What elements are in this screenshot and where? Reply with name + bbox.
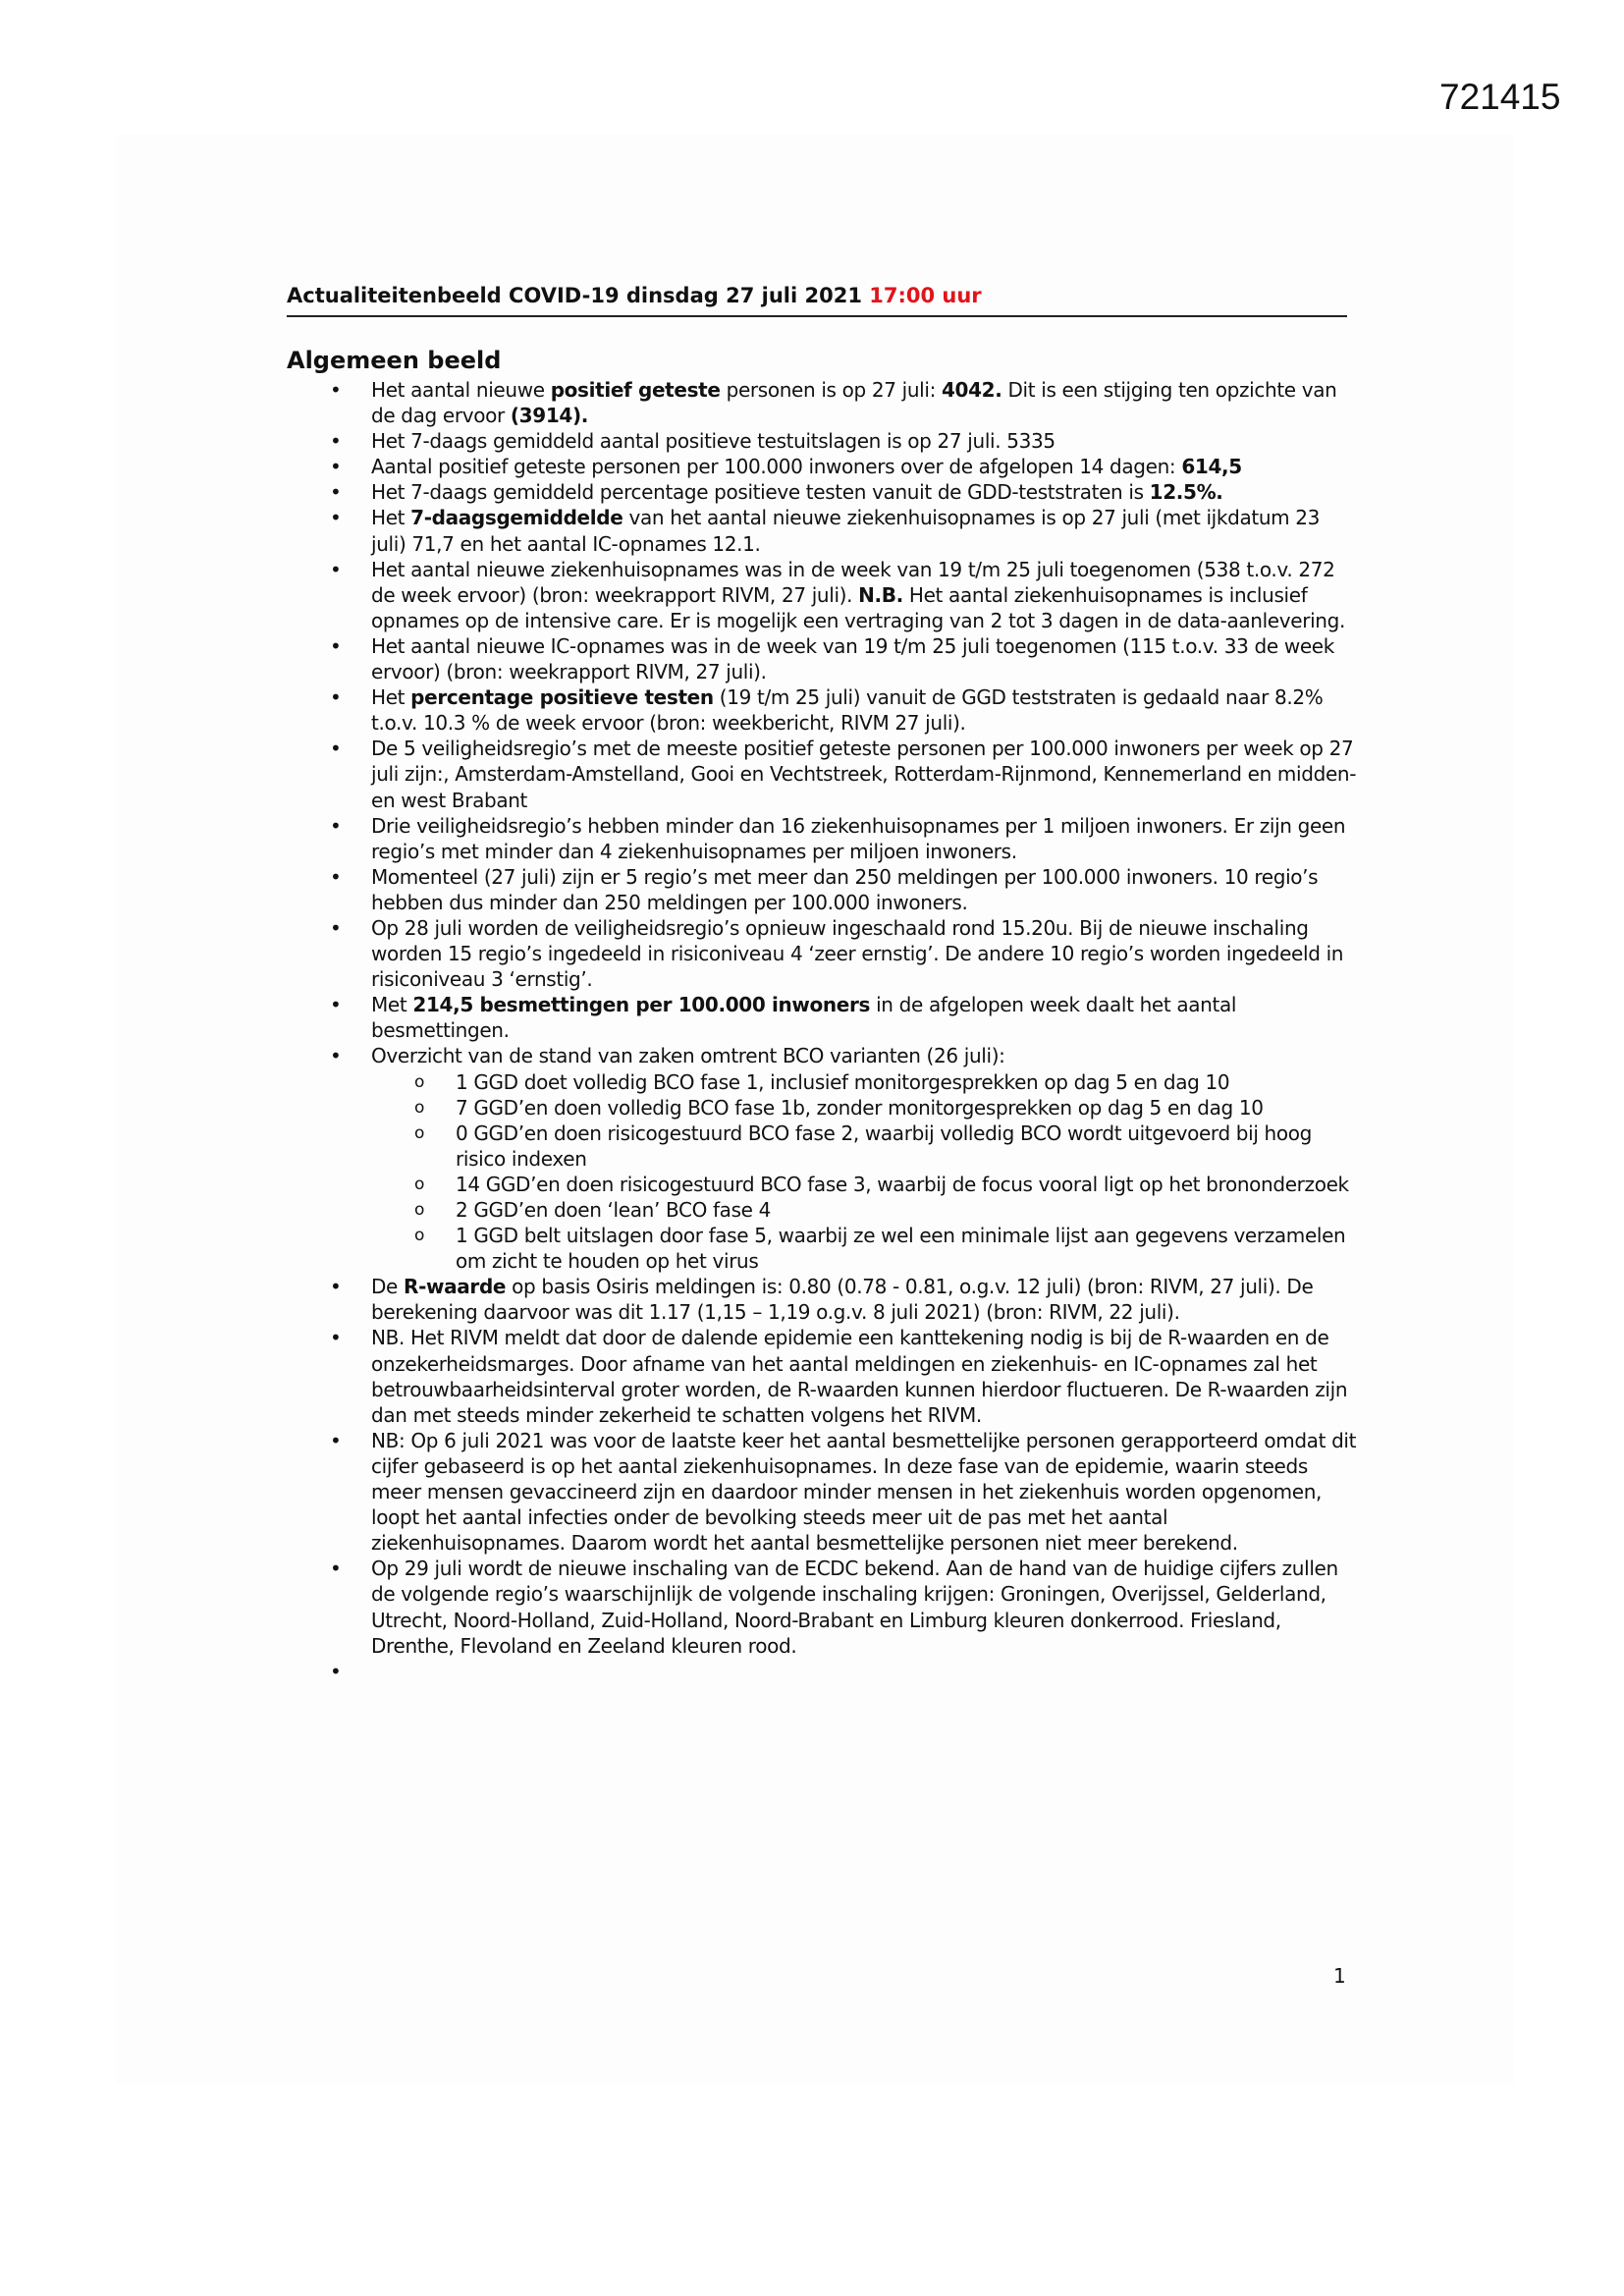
bullet-list [287, 377, 1357, 1683]
sub-list-item: o 1 GGD doet volledig BCO fase 1, inclusief monitorgesprekken op dag 5 en dag 10 [414, 1069, 1230, 1094]
list-item: • Overzicht van de stand van zaken omtrent BCO varianten (26 juli): o 1 GGD doet volledig BCO fase 1, inclusief monitorgesprekken op dag 5 en dag 10 o 7 GGD’en doen volledig BCO fase 1b, zonder monitorgesprekken op dag 5 en dag 10 o 0 GGD’en doen risicogestuurd BCO fase 2, waarbij volledig BCO wordt uitgevoerd bij hoog risico indexen o 14 GGD’en doen risicogestuurd BCO fase 3, waarbij de focus vooral ligt op het brononderzoek o 2 GGD’en doen ‘lean’ BCO fase 4 o 1 GGD belt uitslagen door fase 5, waarbij ze wel een minimale lijst aan gegevens verzamelen om zicht te houden op het virus [287, 1043, 1357, 1274]
list-item: • Het 7-daags gemiddeld percentage positieve testen vanuit de GDD-teststraten is 12.5%. [330, 480, 1223, 505]
circle-bullet-icon: o [414, 1071, 425, 1092]
list-item: • De 5 veiligheidsregio’s met de meeste positief geteste personen per 100.000 inwoners per week op 27 juli zijn:, Amsterdam-Amstelland, Gooi en Vechtstreek, Rotterdam-Rijnmond, Kennemerland en midden- en west Brabant [330, 737, 1357, 812]
bullet-icon: • [330, 1557, 342, 1581]
bullet-icon: • [330, 737, 342, 761]
list-item: • Op 29 juli wordt de nieuwe inschaling van de ECDC bekend. Aan de hand van de huidige cijfers zullen de volgende regio’s waarschijnlijk de volgende inschaling krijgen: Groningen, Overijssel, Gelderland, Utrecht, Noord-Holland, Zuid-Holland, Noord-Brabant en Limburg kleuren donkerrood. Friesland, Drenthe, Flevoland en Zeeland kleuren rood. [330, 1557, 1338, 1658]
circle-bullet-icon: o [414, 1200, 425, 1220]
bullet-icon: • [330, 685, 342, 710]
list-item: • Aantal positief geteste personen per 100.000 inwoners over de afgelopen 14 dagen: 614,5 [330, 455, 1242, 479]
bullet-icon: • [330, 480, 342, 505]
sub-list-item: o 7 GGD’en doen volledig BCO fase 1b, zonder monitorgesprekken op dag 5 en dag 10 [414, 1095, 1264, 1120]
page-header [287, 284, 1347, 317]
list-item: • Het 7-daagsgemiddelde van het aantal nieuwe ziekenhuisopnames is op 27 juli (met ijkdatum 23 juli) 71,7 en het aantal IC-opnames 12.1. [330, 506, 1321, 556]
bullet-icon: • [330, 993, 342, 1017]
bullet-icon: • [330, 557, 342, 581]
bullet-icon: • [330, 915, 342, 940]
bullet-icon: • [330, 1326, 342, 1350]
bullet-icon: • [330, 1659, 342, 1683]
circle-bullet-icon: o [414, 1097, 425, 1118]
header-title: Actualiteitenbeeld COVID-19 dinsdag 27 juli 2021 [287, 284, 862, 307]
sub-list [371, 1069, 1357, 1275]
list-item: • Het percentage positieve testen (19 t/m 25 juli) vanuit de GGD teststraten is gedaald naar 8.2% t.o.v. 10.3 % de week ervoor (bron: weekbericht, RIVM 27 juli). [330, 685, 1324, 736]
list-item: • NB. Het RIVM meldt dat door de dalende epidemie een kanttekening nodig is bij de R-waarden en de onzekerheidsmarges. Door afname van het aantal meldingen en ziekenhuis- en IC-opnames zal het betrouwbaarheidsinterval groter worden, de R-waarden kunnen hierdoor fluctueren. De R-waarden zijn dan met steeds minder zekerheid te schatten volgens het RIVM. [330, 1326, 1348, 1427]
bullet-icon: • [330, 506, 342, 530]
sub-list-item: o 1 GGD belt uitslagen door fase 5, waarbij ze wel een minimale lijst aan gegevens verzamelen om zicht te houden op het virus [414, 1224, 1346, 1274]
list-item: • Momenteel (27 juli) zijn er 5 regio’s met meer dan 250 meldingen per 100.000 inwoners. 10 regio’s hebben dus minder dan 250 meldingen per 100.000 inwoners. [330, 864, 1319, 914]
circle-bullet-icon: o [414, 1226, 425, 1246]
list-item: • Op 28 juli worden de veiligheidsregio’s opnieuw ingeschaald rond 15.20u. Bij de nieuwe inschaling worden 15 regio’s ingedeeld in risiconiveau 4 ‘zeer ernstig’. De andere 10 regio’s worden ingedeeld in risiconiveau 3 ‘ernstig’. [330, 915, 1344, 992]
header-time: 17:00 uur [869, 284, 982, 307]
bullet-icon: • [330, 455, 342, 479]
bullet-icon: • [330, 1428, 342, 1452]
bullet-icon: • [330, 1044, 342, 1068]
list-item: • Het aantal nieuwe ziekenhuisopnames was in de week van 19 t/m 25 juli toegenomen (538 t.o.v. 272 de week ervoor) (bron: weekrapport RIVM, 27 juli). N.B. Het aantal ziekenhuisopnames is inclusief opnames op de intensive care. Er is mogelijk een vertraging van 2 tot 3 dagen in de data-aanlevering. [330, 557, 1345, 632]
bullet-icon: • [330, 633, 342, 658]
bullet-icon: • [330, 429, 342, 454]
list-item: • Het aantal nieuwe positief geteste personen is op 27 juli: 4042. Dit is een stijging ten opzichte van de dag ervoor (3914). [330, 378, 1337, 428]
bullet-icon: • [330, 378, 342, 402]
circle-bullet-icon: o [414, 1122, 425, 1143]
sub-list-item: o 14 GGD’en doen risicogestuurd BCO fase 3, waarbij de focus vooral ligt op het brononderzoek [414, 1172, 1349, 1196]
list-item: • NB: Op 6 juli 2021 was voor de laatste keer het aantal besmettelijke personen gerapporteerd omdat dit cijfer gebaseerd is op het aantal ziekenhuisopnames. In deze fase van de epidemie, waarin steeds meer mensen gevaccineerd zijn en daardoor minder mensen in het ziekenhuis worden opgenomen, loopt het aantal infecties onder de bevolking steeds meer uit de pas met het aantal ziekenhuisopnames. Daarom wordt het aantal besmettelijke personen niet meer berekend. [330, 1428, 1357, 1556]
sub-list-item: o 2 GGD’en doen ‘lean’ BCO fase 4 [414, 1198, 771, 1222]
sub-list-item: o 0 GGD’en doen risicogestuurd BCO fase 2, waarbij volledig BCO wordt uitgevoerd bij hoog risico indexen [414, 1121, 1313, 1171]
list-item: • Drie veiligheidsregio’s hebben minder dan 16 ziekenhuisopnames per 1 miljoen inwoners. Er zijn geen regio’s met minder dan 4 ziekenhuisopnames per miljoen inwoners. [330, 813, 1346, 863]
list-item: • Het 7-daags gemiddeld aantal positieve testuitslagen is op 27 juli. 5335 [330, 429, 1056, 454]
bullet-icon: • [330, 1275, 342, 1299]
list-item: • Het aantal nieuwe IC-opnames was in de week van 19 t/m 25 juli toegenomen (115 t.o.v. 33 de week ervoor) (bron: weekrapport RIVM, 27 juli). [330, 633, 1334, 684]
bullet-icon: • [330, 813, 342, 838]
section-title: Algemeen beeld [287, 347, 502, 374]
circle-bullet-icon: o [414, 1174, 425, 1194]
page-number: 1 [1333, 1964, 1346, 1988]
bullet-icon: • [330, 864, 342, 889]
document-id: 721415 [1439, 77, 1561, 117]
list-item: • Met 214,5 besmettingen per 100.000 inwoners in de afgelopen week daalt het aantal besmettingen. [330, 993, 1237, 1043]
list-item: • De R-waarde op basis Osiris meldingen is: 0.80 (0.78 - 0.81, o.g.v. 12 juli) (bron: RIVM, 27 juli). De berekening daarvoor was dit 1.17 (1,15 – 1,19 o.g.v. 8 juli 2021) (bron: RIVM, 22 juli). [330, 1275, 1314, 1325]
